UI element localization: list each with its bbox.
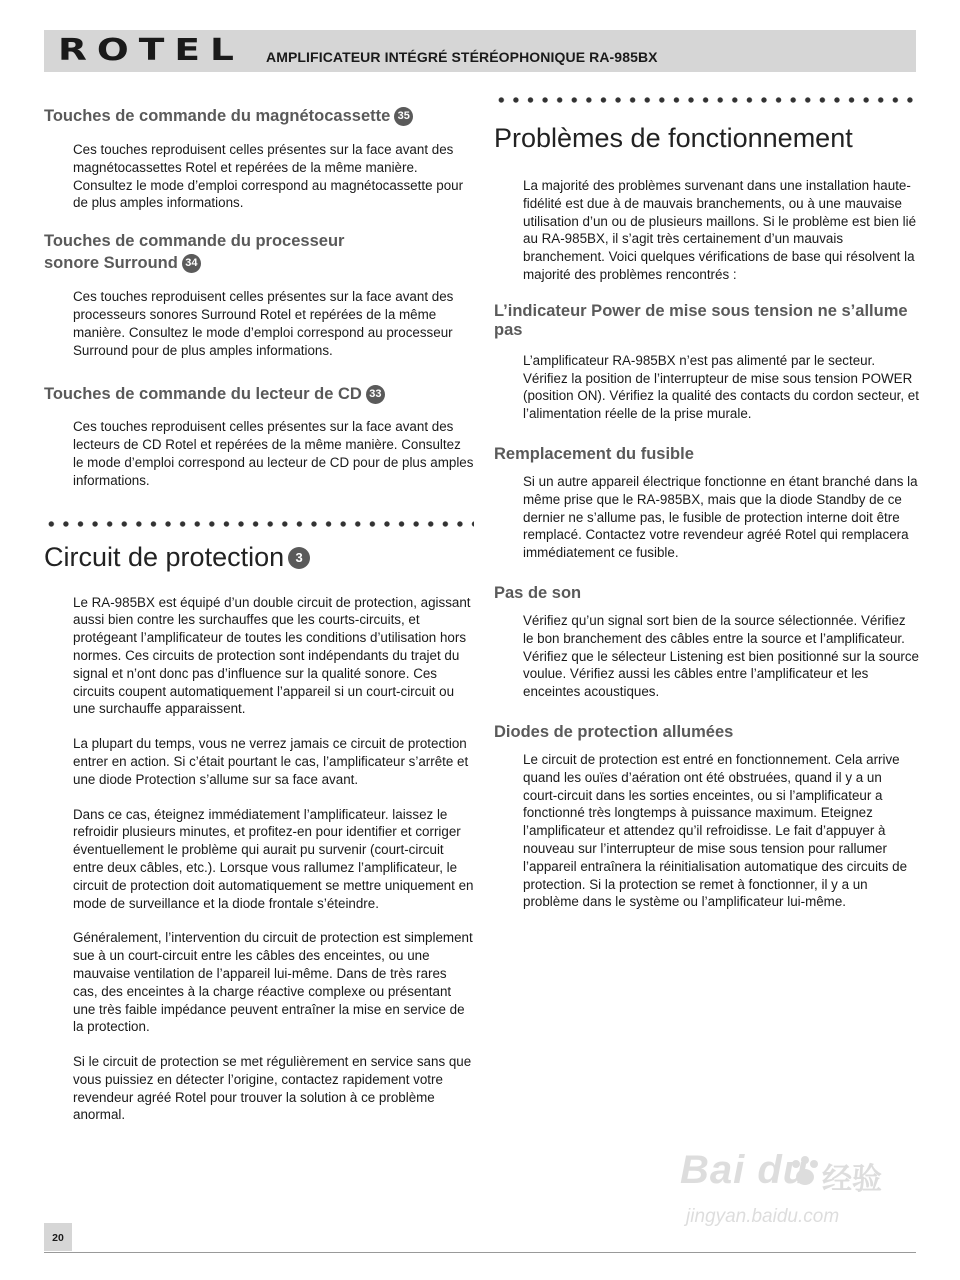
section-heading-surround: Touches de commande du processeur sonore Surround 34 xyxy=(44,232,345,273)
right-column xyxy=(494,96,919,911)
baidu-watermark xyxy=(680,1148,920,1248)
power-body: L’amplificateur RA-985BX n’est pas alimenté par le secteur. Vérifiez la position de l’interrupteur de mise sous tension POWER (position ON). Vérifiez la qualité des contacts du cordon secteur, et l’alimentation réelle de la prise murale. xyxy=(523,352,919,422)
surround-body: Ces touches reproduisent celles présentes sur la face avant des processeurs sonores Surround Rotel et repérées de la même manière. Consultez le mode d’emploi correspond au processeur Surround pour de plus amples informations. xyxy=(73,289,454,358)
no-sound-body: Vérifiez qu’un signal sort bien de la source sélectionnée. Vérifiez le bon branchement des câbles entre la source et l’amplificateur. Vérifiez que le sélecteur Listening est bien positionné sur la source voulue. Vérifiez aussi les câbles entre l’amplificateur et les enceintes acoustiques. xyxy=(523,612,919,700)
troubleshooting-intro: La majorité des problèmes survenant dans une installation haute-fidélité est due à de mauvais branchements, ou à une mauvaise utilisation d’un ou de plusieurs maillons. Si le problème est bien lié au RA-985BX, il s’agit très certainement d’un mauvais branchement. Voici quelques vérifications de base qui résolvent la majorité des problèmes rencontrés : xyxy=(523,178,917,282)
rotel-logo: ROTEL xyxy=(58,33,244,68)
paw-icon xyxy=(788,1154,822,1188)
reference-badge: 33 xyxy=(366,385,385,404)
troubleshooting-title: Problèmes de fonctionnement xyxy=(494,123,853,153)
dotted-divider xyxy=(494,96,919,104)
section-heading-cd: Touches de commande du lecteur de CD 33 xyxy=(44,383,474,405)
page-header xyxy=(44,30,916,72)
protection-p2: La plupart du temps, vous ne verrez jamais ce circuit de protection entrer en action. Si c’était pourtant le cas, l’amplificateur s’arrête et une diode Protection s’allume sur sa face avant. xyxy=(73,736,469,787)
left-column xyxy=(44,100,474,1124)
footer-rule xyxy=(44,1252,916,1253)
section-heading-fuse: Remplacement du fusible xyxy=(494,444,694,463)
page-number: 20 xyxy=(44,1223,72,1251)
section-heading-cassette: Touches de commande du magnétocassette 35 xyxy=(44,105,474,127)
section-heading-power: L’indicateur Power de mise sous tension ne s’allume pas xyxy=(494,301,908,339)
fuse-body: Si un autre appareil électrique fonctionne en étant branché dans la même prise que le RA-985BX, mais que la diode Standby de ce dernier ne s’allume pas, le fusible de protection interne doit être remplacé. Contactez votre revendeur agréé Rotel qui remplacera immédiatement ce fusible. xyxy=(523,473,918,561)
reference-badge: 34 xyxy=(182,254,201,273)
reference-badge: 35 xyxy=(394,107,413,126)
protection-p5: Si le circuit de protection se met régulièrement en service sans que vous puissiez en détecter l’origine, contactez rapidement votre revendeur agréé Rotel pour trouver la solution à ce problème anormal. xyxy=(73,1054,472,1123)
protection-p4: Généralement, l’intervention du circuit de protection est simplement sue à un court-circuit entre les câbles des enceintes, ou une mauvaise ventilation de l’appareil lui-même. Dans de très rares cas, des enceintes à la charge réactive complexe ou présentant une très faible impédance peuvent entraîner la mise en service de la protection. xyxy=(73,930,473,1035)
reference-badge: 3 xyxy=(288,547,310,569)
protection-title: Circuit de protection 3 xyxy=(44,540,474,574)
watermark-url: jingyan.baidu.com xyxy=(686,1206,840,1227)
dotted-divider xyxy=(44,520,474,528)
cassette-body: Ces touches reproduisent celles présentes sur la face avant des magnétocassettes Rotel et repérées de la même manière. Consultez le mode d’emploi correspond au magnétocassette pour de plus amples informations. xyxy=(73,142,464,211)
section-heading-no-sound: Pas de son xyxy=(494,583,582,602)
cd-body: Ces touches reproduisent celles présentes sur la face avant des lecteurs de CD Rotel et repérées de la même manière. Consultez le mode d’emploi correspond au lecteur de CD pour de plus amples informations. xyxy=(73,419,474,488)
watermark-brand: Bai du xyxy=(680,1148,809,1192)
section-heading-protection-leds: Diodes de protection allumées xyxy=(494,722,734,741)
protection-p1: Le RA-985BX est équipé d’un double circuit de protection, agissant aussi bien contre les surchauffes que les courts-circuits, et protégeant l’amplificateur de toutes les conditions d’utilisation hors normes. Ces circuits de protection sont indépendants du trajet du signal et n’ont donc pas d’influence sur la qualité sonore. Ces circuits coupent automatiquement l’appareil si un court-circuit ou une surchauffe apparaissent. xyxy=(73,594,471,717)
protection-p3: Dans ce cas, éteignez immédiatement l’amplificateur. laissez le refroidir plusieurs minutes, et profitez-en pour identifier et corriger éventuellement le problème qui aurait pu survenir (court-circuit entre deux câbles, etc.). Lorsque vous rallumez l’amplificateur, le circuit de protection doit automatiquement se mettre uniquement en mode de surveillance et la diode frontale s’éteindre. xyxy=(73,806,474,911)
protection-leds-body: Le circuit de protection est entré en fonctionnement. Cela arrive quand les ouïes d’aération ont été obstruées, quand il y a un court-circuit dans les sorties enceintes, ou si l’amplificateur a fonctionné très longtemps à puissance maximum. Eteignez l’amplificateur et attendez qu’il refroidisse. Le fait d’appuyer à nouveau sur l’interrupteur de mise sous tension pour rallumer l’appareil entraînera la réinitialisation automatique des circuits de protection. Si la protection se remet à fonctionner, il y a un problème dans le système ou l’amplificateur lui-même. xyxy=(523,751,908,910)
header-title: AMPLIFICATEUR INTÉGRÉ STÉRÉOPHONIQUE RA-985BX xyxy=(266,49,658,65)
watermark-cn: 经验 xyxy=(822,1163,882,1196)
